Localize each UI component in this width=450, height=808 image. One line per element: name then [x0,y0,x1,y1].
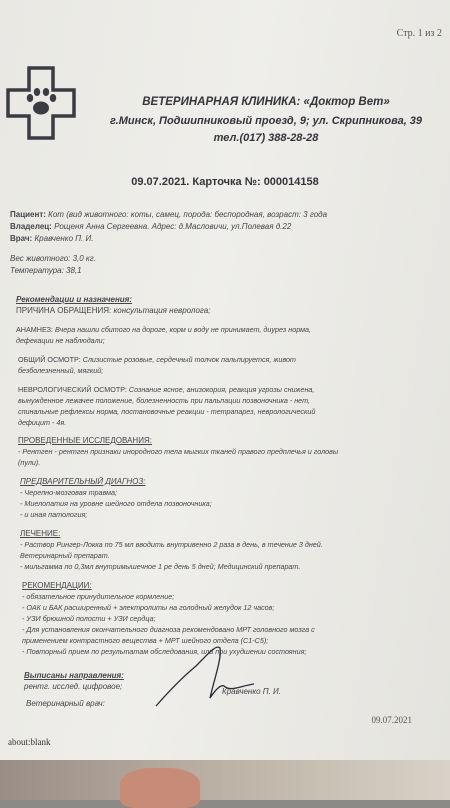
advice-label: РЕКОМЕНДАЦИИ: [22,581,92,590]
neuro-text-1: Сознание ясное, анизокория, реакция угрозы снижена, [128,385,315,394]
exam-label: ОБЩИЙ ОСМОТР: [18,355,81,364]
clinic-address: г.Минск, Подшипниковый проезд, 9; ул. Скрипникова, 39 [109,115,423,127]
advice-line-3: - УЗИ брюшной полости + УЗИ сердца; [22,614,156,623]
neuro-label: НЕВРОЛОГИЧЕСКИЙ ОСМОТР: [18,385,127,394]
anamnesis-text-1: Вчера нашли сбитого на дороге, корм и воду не принимает, диурез норма, [54,325,312,334]
advice-line-5: применением контрастного вещества + МРТ шейного отдела (С1-С5); [22,636,269,645]
treatment-line-1: - Раствор Рингер-Локка по 75 мл вводить внутривенно 2 раза в день, в течение 3 дней. [20,540,323,549]
neuro-line-4: дефицит - 4я. [18,418,67,427]
neuro-line-3: спинальные рефлексы норма, постановочные реакции - тетрапарез, неврологический [18,407,316,416]
foot-background [120,768,200,808]
anamnesis-label: АНАМНЕЗ: [16,325,53,334]
treatment-line-2: Ветеринарный препарат. [20,551,110,560]
clinic-name: ВЕТЕРИНАРНАЯ КЛИНИКА: «Доктор Вет» [142,96,390,108]
reason-label: ПРИЧИНА ОБРАЩЕНИЯ: [16,306,112,315]
treatment-label: ЛЕЧЕНИЕ: [20,529,61,538]
studies-line-2: (пули). [18,458,41,467]
patient-label: Пациент: [10,210,46,219]
advice-line-2: - ОАК и БАК расширенный + электролиты на голодный желудок 12 часов; [22,603,275,612]
reason-value: консультация невролога; [113,306,211,315]
weight-line: Вес животного: 3,0 кг. [10,254,96,263]
diagnosis-item: - и иная патология; [20,510,88,519]
advice-line-6: - Повторный прием по результатам обследования, или при ухудшении состояния; [22,647,307,656]
reason-line [16,306,210,315]
anamnesis-line-2: дефекации не наблюдали; [16,336,105,345]
floor-background [0,760,450,800]
diagnosis-label: ПРЕДВАРИТЕЛЬНЫЙ ДИАГНОЗ: [20,477,146,486]
card-number-line: 09.07.2021. Карточка №: 000014158 [131,176,319,188]
owner-value: Рощеня Анна Сергеевна. Адрес: д.Масловичи, ул.Полевая д.22 [54,222,292,231]
owner-line [10,222,291,231]
clinic-logo-icon [6,66,76,140]
doctor-value: Кравченко П. И. [34,234,94,243]
owner-label: Владелец: [10,222,52,231]
diagnosis-item: - Черепно-мозговая травма; [20,488,118,497]
patient-line [10,210,327,219]
temperature-line: Температура: 38,1 [10,266,82,275]
signature-label: Ветеринарный врач: [26,699,105,708]
diagnosis-item: - Миелопатия на уровне шейного отдела позвоночника; [20,499,212,508]
advice-line-1: - обязательное принудительное кормление; [22,592,175,601]
referrals-label: Выписаны направления: [24,671,124,680]
page-number: Стр. 1 из 2 [396,28,442,39]
signature-scribble [150,640,260,710]
patient-value: Кот (вид животного: коты, самец, порода: беспородная, возраст: 3 года [48,210,328,219]
neuro-line-2: вынужденное лежачее положение, болезненность при пальпации позвоночника - нет, [18,396,310,405]
browser-footer-url: about:blank [8,737,51,747]
studies-line-1: - Рентген - рентген признаки инородного тела мыгких тканей правого предплечья и головы [18,447,339,456]
signature-name: Кравченко П. И. [222,687,281,696]
exam-line-2: безболезненный, мягкий; [18,366,104,375]
anamnesis-line-1 [16,325,311,334]
doctor-label: Врач: [10,234,33,243]
exam-line-1 [18,355,296,364]
treatment-line-3: - мильгамма по 0,3мл внутримышечное 1 ре день 5 дней; Медицинский препарат. [20,562,301,571]
exam-text-1: Слизистые розовые, сердечный толчок пальпируется, живот [82,355,296,364]
neuro-line-1 [18,385,314,394]
doctor-line [10,234,93,243]
studies-label: ПРОВЕДЕННЫЕ ИССЛЕДОВАНИЯ: [18,436,152,445]
advice-line-4: - Для установления окончательного диагноза рекомендовано МРТ головного мозга с [22,625,315,634]
referrals-value: рентг. исслед. цифровое; [24,682,123,691]
recommendations-title: Рекомендации и назначения: [16,295,133,304]
clinic-phone: тел.(017) 388-28-28 [213,132,319,144]
footer-date: 09.07.2021 [371,715,412,725]
